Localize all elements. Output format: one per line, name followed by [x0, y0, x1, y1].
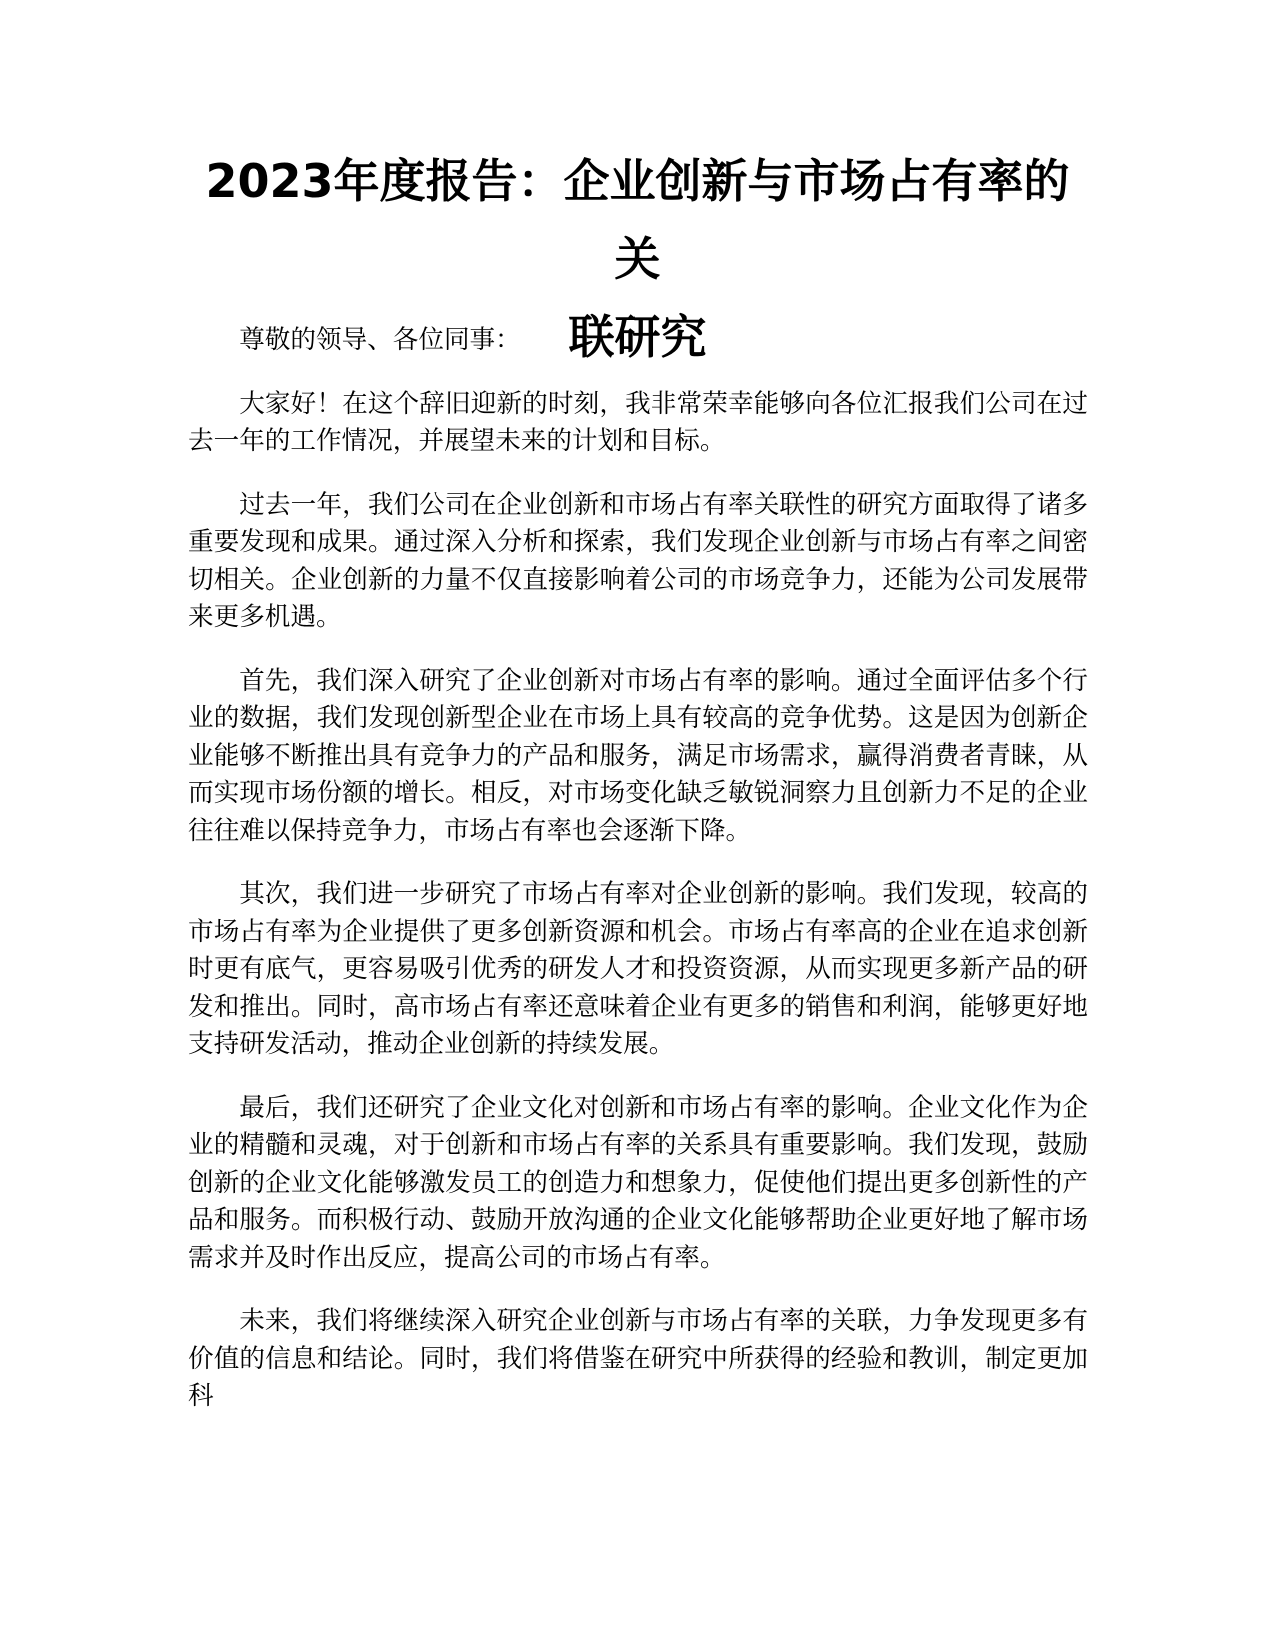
paragraph-past-year: 过去一年，我们公司在企业创新和市场占有率关联性的研究方面取得了诸多重要发现和成果。通过深入分析和探索，我们发现企业创新与市场占有率之间密切相关。企业创新的力量不仅直接影响着公司的市场竞争力，还能为公司发展带来更多机遇。: [188, 489, 1088, 632]
salutation: 尊敬的领导、各位同事：: [239, 325, 521, 355]
title-line-1: 2023年度报告：企业创新与市场占有率的关: [205, 154, 1070, 286]
paragraph-first: 首先，我们深入研究了企业创新对市场占有率的影响。通过全面评估多个行业的数据，我们发现创新型企业在市场上具有较高的竞争优势。这是因为创新企业能够不断推出具有竞争力的产品和服务，满足市场需求，赢得消费者青睐，从而实现市场份额的增长。相反，对市场变化缺乏敏锐洞察力且创新力不足的企业往往难以保持竞争力，市场占有率也会逐渐下降。: [188, 665, 1088, 846]
document-body: [188, 322, 1088, 1442]
paragraph-future: 未来，我们将继续深入研究企业创新与市场占有率的关联，力争发现更多有价值的信息和结论。同时，我们将借鉴在研究中所获得的经验和教训，制定更加科: [188, 1306, 1088, 1411]
title-line-2: 联研究: [568, 310, 707, 364]
paragraph-last: 最后，我们还研究了企业文化对创新和市场占有率的影响。企业文化作为企业的精髓和灵魂，对于创新和市场占有率的关系具有重要影响。我们发现，鼓励创新的企业文化能够激发员工的创造力和想象力，促使他们提出更多创新性的产品和服务。而积极行动、鼓励开放沟通的企业文化能够帮助企业更好地了解市场需求并及时作出反应，提高公司的市场占有率。: [188, 1092, 1088, 1273]
paragraph-second: 其次，我们进一步研究了市场占有率对企业创新的影响。我们发现，较高的市场占有率为企业提供了更多创新资源和机会。市场占有率高的企业在追求创新时更有底气，更容易吸引优秀的研发人才和投资资源，从而实现更多新产品的研发和推出。同时，高市场占有率还意味着企业有更多的销售和利润，能够更好地支持研发活动，推动企业创新的持续发展。: [188, 879, 1088, 1059]
paragraph-greeting: 大家好！在这个辞旧迎新的时刻，我非常荣幸能够向各位汇报我们公司在过去一年的工作情况，并展望未来的计划和目标。: [188, 388, 1088, 456]
